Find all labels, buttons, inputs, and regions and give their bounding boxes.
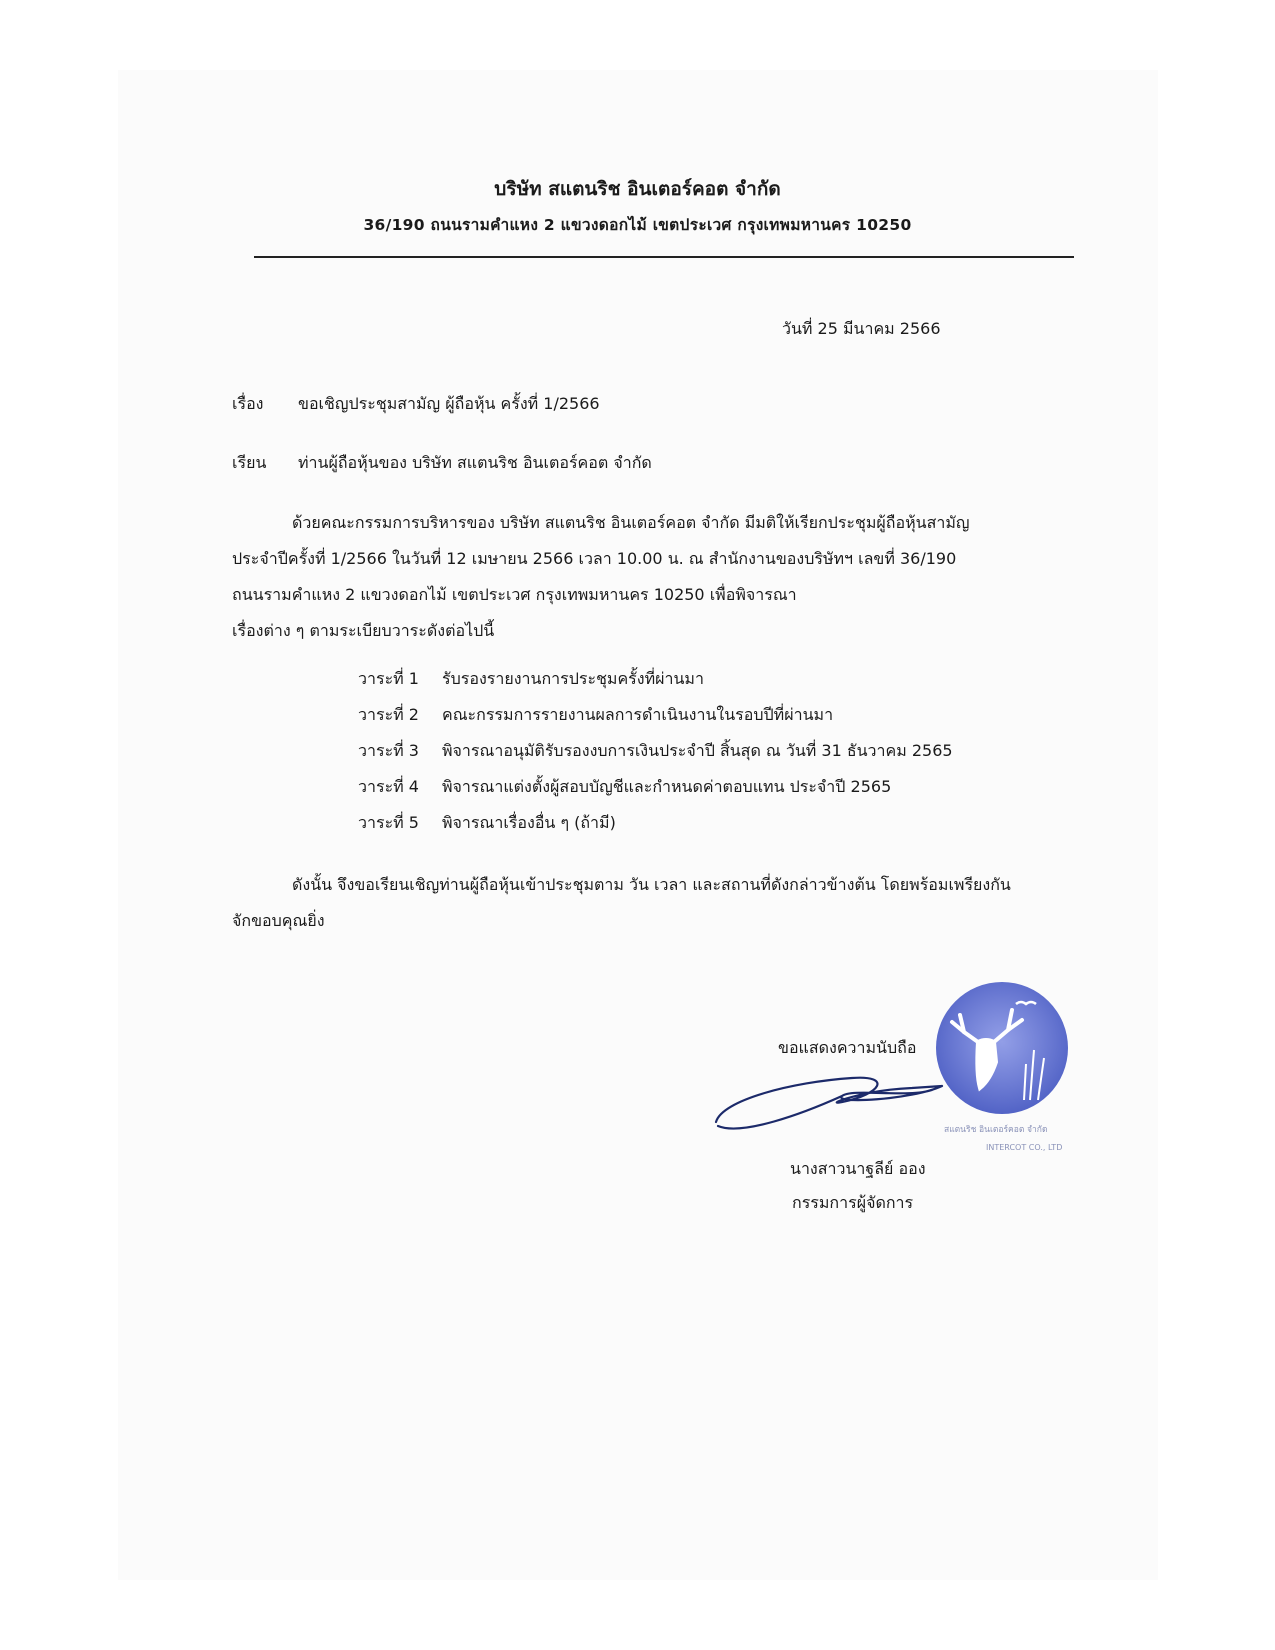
agenda-item: พิจารณาเรื่องอื่น ๆ (ถ้ามี) [442,813,616,832]
paper-sheet [118,70,1158,1580]
agenda-number: วาระที่ 4 [358,777,419,796]
stamp-circle [936,982,1068,1114]
signatory-position: กรรมการผู้จัดการ [792,1193,914,1212]
agenda-item: คณะกรรมการรายงานผลการดำเนินงานในรอบปีที่ผ่านมา [442,705,834,724]
body-line: เรื่องต่าง ๆ ตามระเบียบวาระดังต่อไปนี้ [232,621,495,640]
body-line: ประจำปีครั้งที่ 1/2566 ในวันที่ 12 เมษายน 2566 เวลา 10.00 น. ณ สำนักงานของบริษัทฯ เลขที่ 36/190 [232,549,957,568]
letter-date: วันที่ 25 มีนาคม 2566 [782,319,941,338]
stamp-text-en: INTERCOT CO., LTD [986,1143,1063,1152]
closing-line: ดังนั้น จึงขอเรียนเชิญท่านผู้ถือหุ้นเข้าประชุมตาม วัน เวลา และสถานที่ดังกล่าวข้างต้น โดยพร้อมเพรียงกัน [292,875,1011,894]
company-name: บริษัท สแตนริช อินเตอร์คอต จำกัด [494,178,781,200]
agenda-number: วาระที่ 5 [358,813,419,832]
stamp-text-th: สแตนริช อินเตอร์คอต จำกัด [944,1125,1048,1135]
recipient-text: ท่านผู้ถือหุ้นของ บริษัท สแตนริช อินเตอร์คอต จำกัด [298,453,652,472]
subject-label: เรื่อง [232,394,264,413]
body-line: ถนนรามคำแหง 2 แขวงดอกไม้ เขตประเวศ กรุงเทพมหานคร 10250 เพื่อพิจารณา [232,585,797,604]
company-stamp [930,980,1100,1155]
agenda-item: พิจารณาแต่งตั้งผู้สอบบัญชีและกำหนดค่าตอบแทน ประจำปี 2565 [442,777,892,796]
signatory-name: นางสาวนาฐลีย์ ออง [790,1159,926,1178]
agenda-number: วาระที่ 2 [358,705,419,724]
header-divider [254,256,1074,258]
recipient-label: เรียน [232,453,267,472]
agenda-number: วาระที่ 3 [358,741,419,760]
agenda-item: พิจารณาอนุมัติรับรองงบการเงินประจำปี สิ้นสุด ณ วันที่ 31 ธันวาคม 2565 [442,741,953,760]
body-line: ด้วยคณะกรรมการบริหารของ บริษัท สแตนริช อินเตอร์คอต จำกัด มีมติให้เรียกประชุมผู้ถือหุ้นสามัญ [292,513,970,532]
agenda-number: วาระที่ 1 [358,669,419,688]
subject-text: ขอเชิญประชุมสามัญ ผู้ถือหุ้น ครั้งที่ 1/2566 [298,394,600,413]
signature-image [712,1060,952,1140]
company-address: 36/190 ถนนรามคำแหง 2 แขวงดอกไม้ เขตประเวศ กรุงเทพมหานคร 10250 [363,216,912,234]
regards-text: ขอแสดงความนับถือ [778,1038,917,1057]
closing-line: จักขอบคุณยิ่ง [232,911,325,930]
agenda-item: รับรองรายงานการประชุมครั้งที่ผ่านมา [442,669,704,688]
